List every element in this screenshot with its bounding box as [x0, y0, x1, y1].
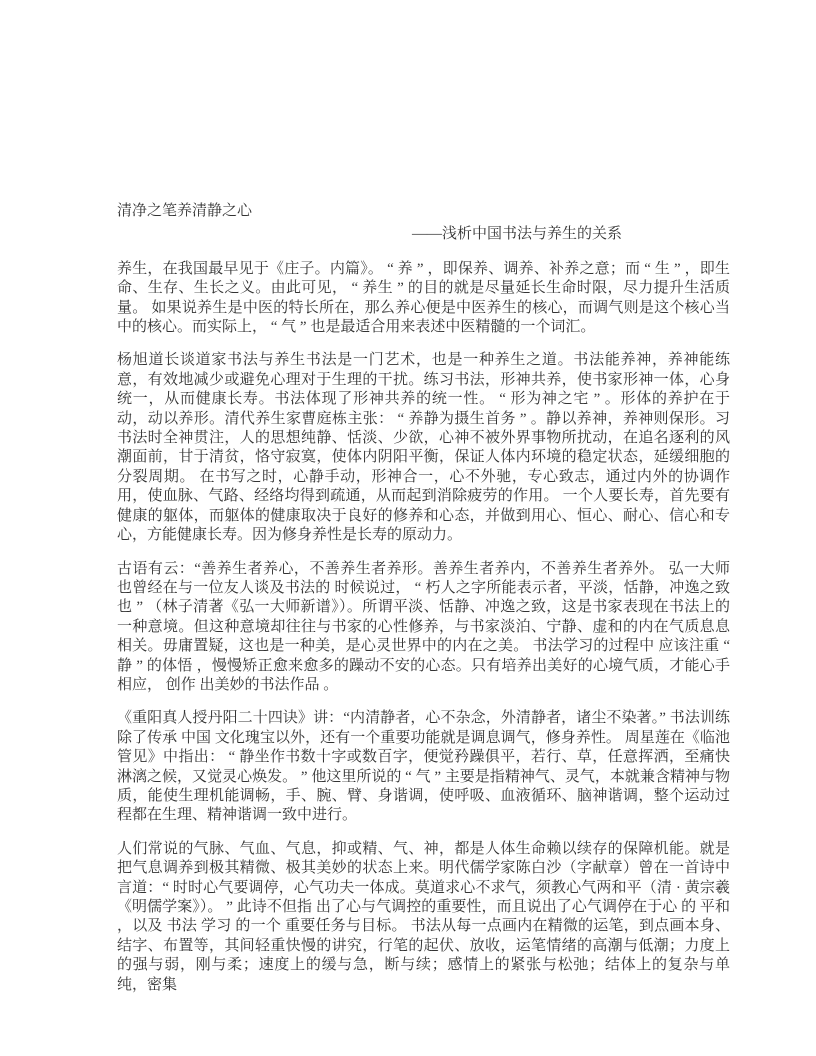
document-title: 清净之笔养清静之心 [117, 203, 253, 219]
document-subtitle: ——浅析中国书法与养生的关系 [412, 226, 623, 243]
paragraph-2: 杨旭道长谈道家书法与养生书法是一门艺术，也是一种养生之道。书法能养神，养神能练意，有效地减少或避免心理对于生理的干扰。练习书法，形神共养，使书家形神一体，心身统一，从而健康长寿。书法体现了形神共养的统一性。 “ 形为神之宅 ” 。形体的养护在于动，动以养形。清代养生家曹庭栋主张： “ 养静为摄生首务 ” 。静以养神，养神则保形。习书法时全神贯注，人的思想纯静、恬淡、少欲，心神不被外界事物所扰动，在追名逐利的风潮面前，甘于清贫，恪守寂寞，使体内阴阳平衡，保证人体内环境的稳定状态，延缓细胞的分裂周期。 在书写之时，心静手动，形神合一，心不外驰，专心致志，通过内外的协调作用，使血脉、气路、经络均得到疏通，从而起到消除疲劳的作用。 一个人要长寿，首先要有健康的躯体，而躯体的健康取决于良好的修养和心态，并做到用心、恒心、耐心、信心和专心，方能健康长寿。因为修身养性是长寿的原动力。 [117, 352, 730, 544]
paragraph-1: 养生，在我国最早见于《庄子。内篇》。 “ 养 ” ，即保养、调养、补养之意；而 “ 生 ” ，即生命、生存、生长之义。由此可见， “ 养生 ” 的目的就是尽量延长生命时限，尽力提升生活质量。 如果说养生是中医的特长所在，那么养心便是中医养生的核心，而调气则是这个核心当中的核心。而实际上， “ 气 ” 也是最适合用来表述中医精髓的一个词汇。 [117, 260, 730, 336]
paragraph-3: 古语有云：“善养生者养心，不善养生者养形。善养生者养内，不善养生者养外。 弘一大师 也曾经在与一位友人谈及书法的 时候说过， “ 朽人之字所能表示者，平淡，恬静，冲逸之致也 ” （林子清著《弘一大师新谱》）。所谓平淡、恬静、冲逸之致，这是书家表现在书法上的一种意境。但这种意境却往往与书家的心性修养，与书家淡泊、宁静、虚和的内在气质息息相关。毋庸置疑，这也是一种美，是心灵世界中的内在之美。 书法学习的过程中 应该注重 “ 静 ” 的体悟 ，慢慢矫正愈来愈多的躁动不安的心态。只有培养出美好的心境气质，才能心手相应， 创作 出美妙的书法作品 。 [117, 560, 734, 693]
document-content [117, 202, 734, 995]
paragraph-4: 《重阳真人授丹阳二十四诀》讲：“内清静者，心不杂念，外清静者，诸尘不染著。” 书法训练除了传承 中国 文化瑰宝以外，还有一个重要功能就是调息调气，修身养性。 周星莲在《临池管见》中指出： “ 静坐作书数十字或数百字，便觉矜躁俱平，若行、草，任意挥洒，至痛快淋漓之候，又觉灵心焕发。 ” 他这里所说的 “ 气 ” 主要是指精神气、灵气，本就兼含精神与物质，能使生理机能调畅，手、腕、臂、身谐调，使呼吸、血液循环、脑神谐调，整个运动过程都在生理、精神谐调一致中进行。 [117, 710, 730, 824]
paragraph-5: 人们常说的气脉、气血、气息，抑或精、气、神，都是人体生命赖以续存的保障机能。就是把气息调养到极其精微、极其美妙的状态上来。明代儒学家陈白沙（字献章）曾在一首诗中言道：“ 时时心气要调停，心气功夫一体成。莫道求心不求气，须教心气两和平（清 · 黄宗羲《明儒学案》）。 ” 此诗不但指 出了心与气调控的重要性，而且说出了心气调停在于心 的 平和 ，以及 书法 学习 的一个 重要任务与目标。 书法从每一点画内在精微的运笔，到点画本身、结字、布置等，其间轻重快慢的讲究，行笔的起伏、放收，运笔情绪的高潮与低潮；力度上的强与弱，刚与柔；速度上的缓与急，断与续；感情上的紧张与松弛；结体上的复杂与单纯，密集 [117, 840, 734, 993]
